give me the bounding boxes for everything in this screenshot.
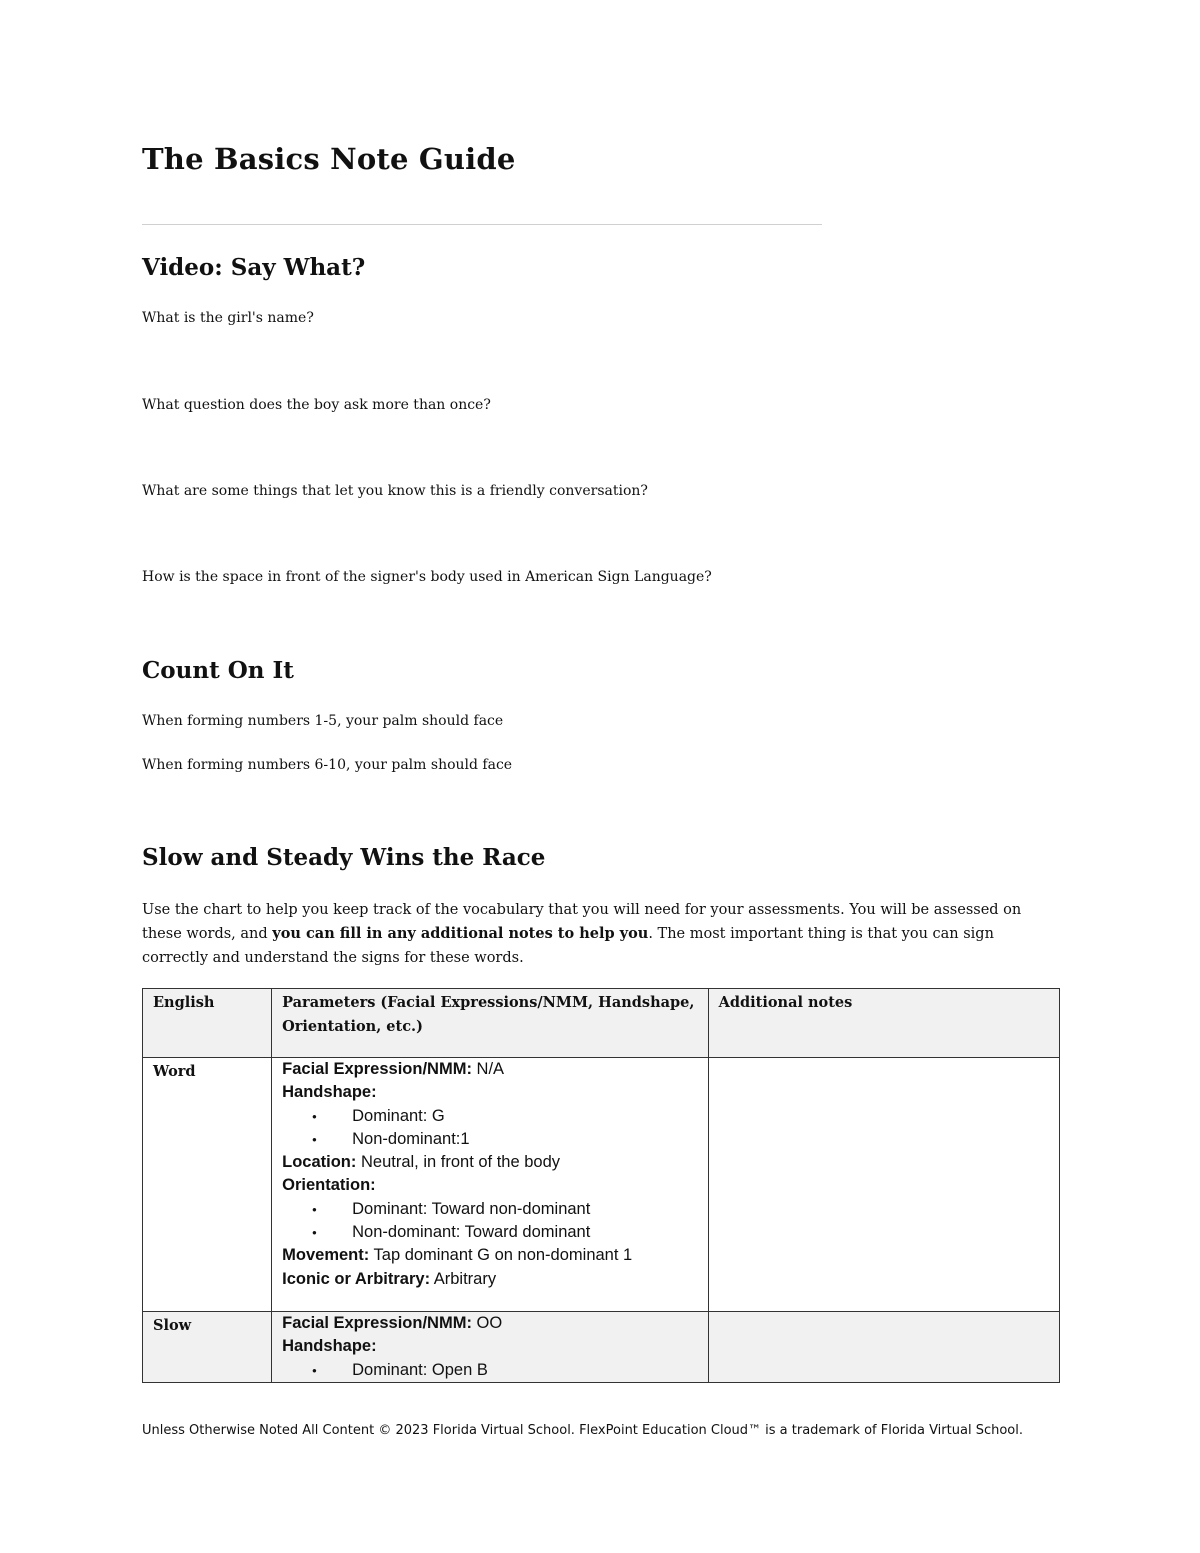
chart-instructions: [142, 898, 1042, 970]
iconic-label: Iconic or Arbitrary:: [282, 1269, 431, 1288]
orientation-list: [282, 1198, 697, 1245]
movement-value: Tap dominant G on non-dominant 1: [369, 1246, 633, 1265]
bullet-icon: •: [312, 1108, 317, 1124]
intro-text-2: . The most important thing is that you can sign correctly and understand the signs for these words.: [142, 926, 994, 966]
orientation-dominant: Dominant: Toward non-dominant: [352, 1199, 591, 1218]
handshape-dominant: Dominant: G: [352, 1106, 445, 1125]
handshape-line: [282, 1335, 697, 1358]
parameters-cell: [272, 1312, 708, 1383]
bullet-icon: •: [312, 1362, 317, 1378]
location-value: Neutral, in front of the body: [356, 1153, 561, 1172]
question-girls-name: What is the girl's name?: [142, 310, 314, 326]
section-heading-slow: Slow and Steady Wins the Race: [142, 844, 546, 871]
section-heading-count: Count On It: [142, 657, 294, 684]
intro-text-bold: you can fill in any additional notes to help you: [272, 925, 649, 942]
orientation-nondominant: Non-dominant: Toward dominant: [352, 1223, 591, 1242]
notes-cell[interactable]: [708, 1058, 1059, 1312]
facial-expression-label: Facial Expression/NMM:: [282, 1060, 472, 1078]
english-cell: [143, 1058, 272, 1312]
handshape-dominant: Dominant: Open B: [352, 1360, 488, 1379]
header-english-label: English: [153, 994, 215, 1011]
header-notes: [708, 989, 1059, 1058]
facial-expression-value: OO: [471, 1314, 503, 1332]
table-header-row: [143, 989, 1060, 1058]
header-parameters: [272, 989, 708, 1058]
movement-line: [282, 1244, 697, 1267]
list-item: [282, 1105, 697, 1128]
count-line-6-10: When forming numbers 6-10, your palm should face: [142, 757, 513, 773]
title-divider: [142, 224, 822, 225]
facial-expression-label: Facial Expression/NMM:: [282, 1314, 472, 1332]
location-line: [282, 1151, 697, 1174]
handshape-line: [282, 1081, 697, 1104]
iconic-line: [282, 1268, 697, 1291]
bullet-icon: •: [312, 1131, 317, 1147]
list-item: [282, 1359, 697, 1382]
question-friendly-conversation: What are some things that let you know this is a friendly conversation?: [142, 483, 648, 499]
question-signing-space: How is the space in front of the signer's body used in American Sign Language?: [142, 569, 712, 585]
parameters-cell: [272, 1058, 708, 1312]
list-item: [282, 1221, 697, 1244]
count-line-1-5: When forming numbers 1-5, your palm should face: [142, 713, 504, 729]
movement-label: Movement:: [282, 1246, 370, 1265]
facial-expression-value: N/A: [471, 1060, 505, 1078]
english-word: Word: [153, 1063, 196, 1080]
handshape-list: [282, 1105, 697, 1152]
parameters-content: [272, 1058, 707, 1291]
iconic-value: Arbitrary: [430, 1269, 497, 1288]
notes-cell[interactable]: [708, 1312, 1059, 1383]
parameters-content: [272, 1312, 707, 1382]
bullet-icon: •: [312, 1201, 317, 1217]
location-label: Location:: [282, 1153, 357, 1172]
header-english: [143, 989, 272, 1058]
table-row: [143, 1058, 1060, 1312]
copyright-footer: Unless Otherwise Noted All Content © 2023 Florida Virtual School. FlexPoint Education Cloud™ is a trademark of Florida Virtual School.: [142, 1423, 1023, 1438]
handshape-label: Handshape:: [282, 1083, 377, 1102]
english-word: Slow: [153, 1317, 192, 1334]
parameters-clip: [272, 1312, 707, 1382]
table-row: [143, 1312, 1060, 1383]
question-boy-asks: What question does the boy ask more than once?: [142, 397, 491, 413]
vocabulary-table: [142, 988, 1060, 1383]
list-item: [282, 1128, 697, 1151]
handshape-label: Handshape:: [282, 1337, 377, 1356]
header-parameters-label: Parameters (Facial Expressions/NMM, Handshape, Orientation, etc.): [282, 994, 695, 1035]
orientation-line: [282, 1174, 697, 1197]
english-cell: [143, 1312, 272, 1383]
list-item: [282, 1198, 697, 1221]
handshape-nondominant: Non-dominant:1: [352, 1129, 470, 1148]
bullet-icon: •: [312, 1225, 317, 1241]
facial-expression-line: [282, 1058, 697, 1081]
intro-text-1: Use the chart to help you keep track of the vocabulary that you will need for your assessments. You will be assessed on these words, and: [142, 902, 1022, 942]
header-notes-label: Additional notes: [718, 994, 853, 1011]
page-title: The Basics Note Guide: [142, 142, 516, 176]
section-heading-video: Video: Say What?: [142, 254, 366, 281]
facial-expression-line: [282, 1312, 697, 1335]
handshape-list: [282, 1359, 697, 1382]
orientation-label: Orientation:: [282, 1176, 376, 1195]
